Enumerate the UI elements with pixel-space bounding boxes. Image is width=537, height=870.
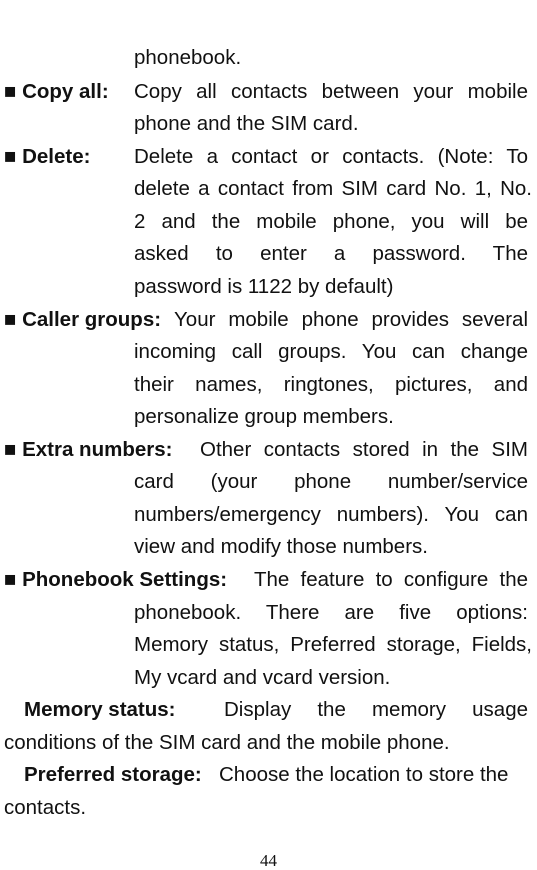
item-description: Other contacts stored in the SIM xyxy=(200,438,528,461)
line-text: conditions of the SIM card and the mobile phone. xyxy=(4,731,450,754)
text-line xyxy=(4,731,528,755)
list-item-caller-groups xyxy=(4,308,528,332)
text-line: delete a contact from SIM card No. 1, No. xyxy=(134,177,532,200)
line-text: view and modify those numbers. xyxy=(134,535,428,558)
paragraph-term: Memory status: xyxy=(24,698,176,721)
text-line: card (your phone number/service xyxy=(134,470,528,493)
text-line xyxy=(134,46,528,70)
line-text: personalize group members. xyxy=(134,405,394,428)
list-item-extra-numbers xyxy=(4,438,528,462)
paragraph-term: Preferred storage: xyxy=(24,763,202,786)
page-number: 44 xyxy=(260,851,277,870)
text-line xyxy=(134,405,528,429)
paragraph-memory-status xyxy=(4,698,528,722)
line-text: My vcard and vcard version. xyxy=(134,666,391,689)
paragraph-text: Display the memory usage xyxy=(224,698,528,721)
line-text: contacts. xyxy=(4,796,87,819)
text-line: Memory status, Preferred storage, Fields, xyxy=(134,633,532,656)
item-description: Your mobile phone provides several xyxy=(174,308,528,331)
text-line xyxy=(134,112,528,136)
paragraph-preferred-storage xyxy=(4,763,528,787)
text-line xyxy=(134,275,528,299)
line-text: phonebook. xyxy=(134,46,242,69)
text-line xyxy=(134,666,528,690)
paragraph-text: Choose the location to store the xyxy=(219,763,509,786)
item-term: ■ Copy all: xyxy=(4,80,109,103)
text-line: numbers/emergency numbers). You can xyxy=(134,503,528,526)
item-description: The feature to configure the xyxy=(254,568,528,591)
text-line: asked to enter a password. The xyxy=(134,242,528,265)
text-line: phonebook. There are five options: xyxy=(134,601,528,624)
item-term: ■ Extra numbers: xyxy=(4,438,173,461)
list-item-delete xyxy=(4,145,528,169)
item-term: ■ Delete: xyxy=(4,145,91,168)
text-line: 2 and the mobile phone, you will be xyxy=(134,210,528,233)
item-description: Copy all contacts between your mobile xyxy=(134,80,528,103)
item-term: ■ Phonebook Settings: xyxy=(4,568,228,591)
text-line: incoming call groups. You can change xyxy=(134,340,528,363)
line-text: phone and the SIM card. xyxy=(134,112,359,135)
text-line xyxy=(4,796,528,820)
line-text: password is 1122 by default) xyxy=(134,275,394,298)
item-description: Delete a contact or contacts. (Note: To xyxy=(134,145,528,168)
list-item-copy-all xyxy=(4,80,528,104)
list-item-phonebook-settings xyxy=(4,568,528,592)
item-term: ■ Caller groups: xyxy=(4,308,162,331)
text-line xyxy=(134,535,528,559)
text-line: their names, ringtones, pictures, and xyxy=(134,373,528,396)
